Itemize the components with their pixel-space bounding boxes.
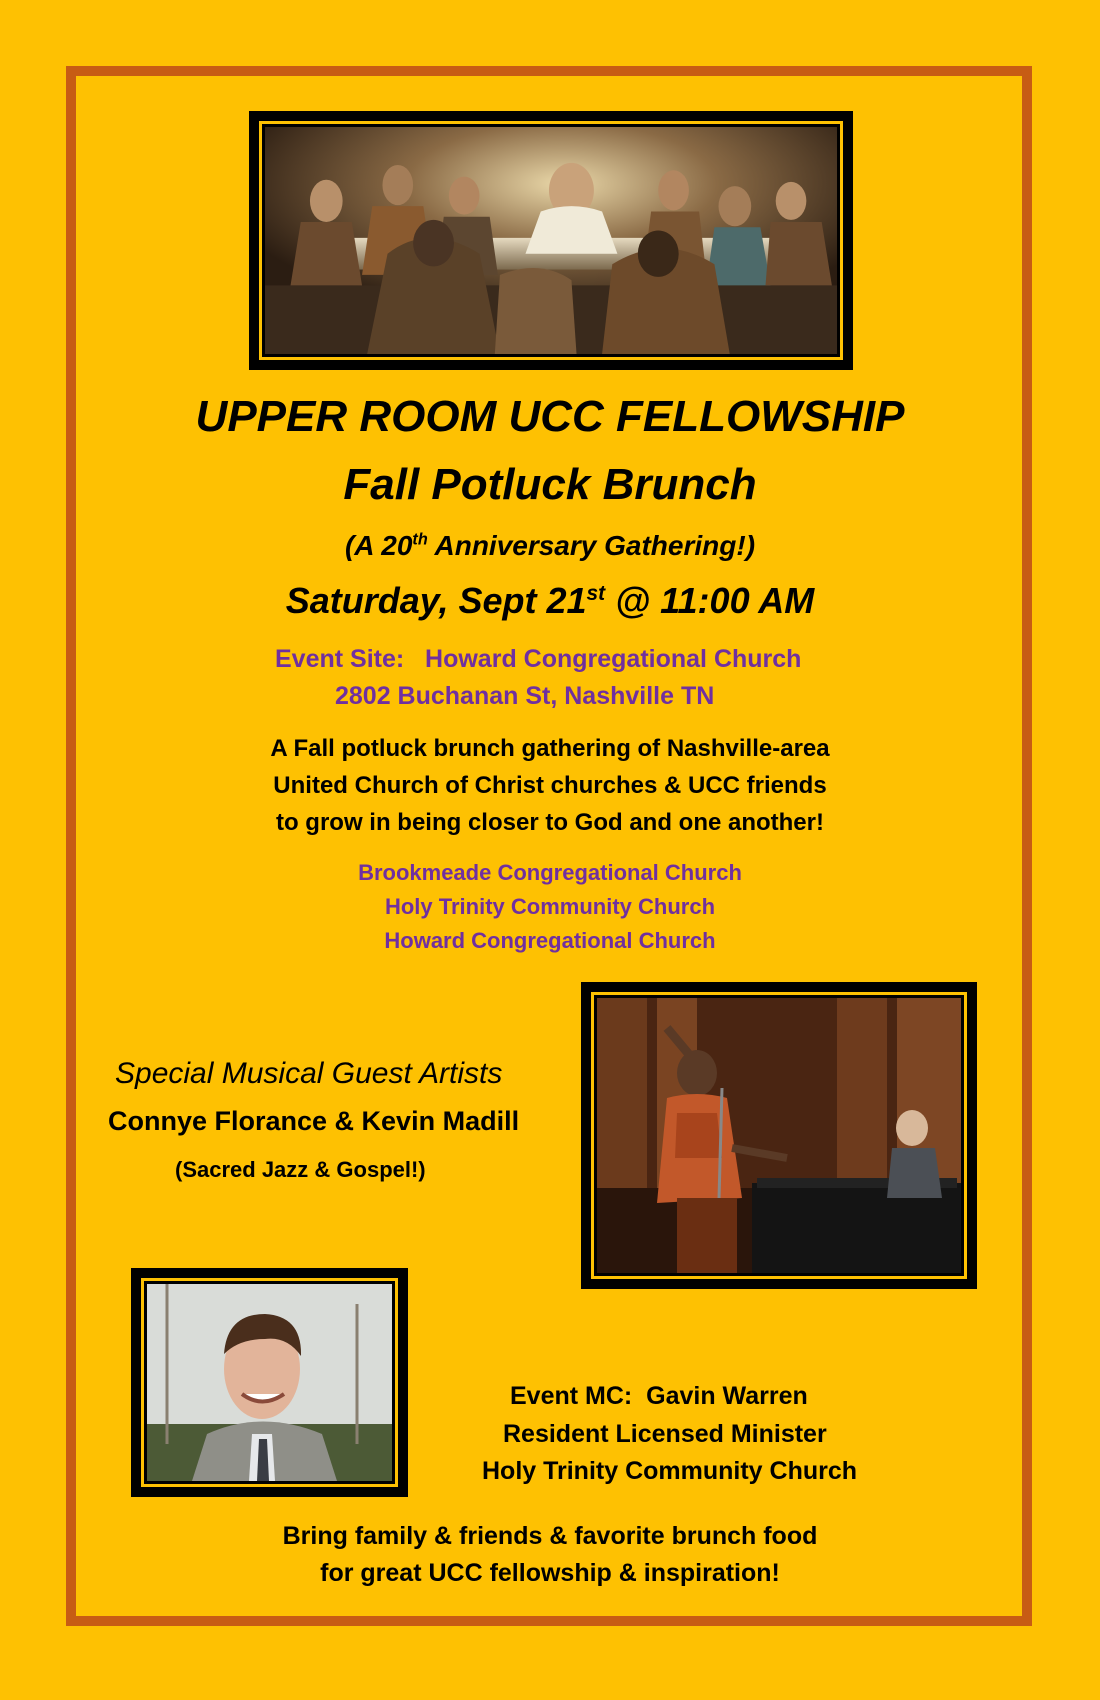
event-address: 2802 Buchanan St, Nashville TN	[335, 682, 715, 710]
description-line: A Fall potluck brunch gathering of Nashville-area	[270, 735, 830, 762]
guest-artists-names: Connye Florance & Kevin Madill	[108, 1106, 520, 1136]
description-line: to grow in being closer to God and one another!	[275, 809, 824, 836]
mc-church: Holy Trinity Community Church	[482, 1457, 858, 1485]
event-subtitle: Fall Potluck Brunch	[343, 460, 757, 509]
guest-artists-genre: (Sacred Jazz & Gospel!)	[175, 1157, 426, 1182]
guest-artists-heading: Special Musical Guest Artists	[115, 1057, 503, 1090]
church-item: Holy Trinity Community Church	[384, 894, 716, 919]
event-title: UPPER ROOM UCC FELLOWSHIP	[195, 392, 905, 441]
closing-line: Bring family & friends & favorite brunch food	[282, 1522, 818, 1550]
mc-role: Resident Licensed Minister	[503, 1420, 827, 1448]
event-datetime: Saturday, Sept 21st @ 11:00 AM	[285, 580, 815, 621]
last-supper-image-frame	[249, 111, 853, 370]
event-site: Event Site: Howard Congregational Church	[275, 645, 802, 673]
anniversary-line: (A 20th Anniversary Gathering!)	[344, 530, 756, 561]
church-item: Howard Congregational Church	[384, 928, 716, 953]
church-item: Brookmeade Congregational Church	[358, 860, 742, 885]
mc-portrait-photo	[147, 1284, 392, 1481]
musicians-photo-frame	[581, 982, 977, 1289]
description-line: United Church of Christ churches & UCC friends	[273, 772, 827, 799]
mc-photo-frame	[131, 1268, 408, 1497]
singer-and-pianist-photo	[597, 998, 961, 1273]
closing-line: for great UCC fellowship & inspiration!	[320, 1559, 780, 1587]
last-supper-painting	[265, 127, 837, 354]
mc-name: Event MC: Gavin Warren	[510, 1382, 808, 1410]
